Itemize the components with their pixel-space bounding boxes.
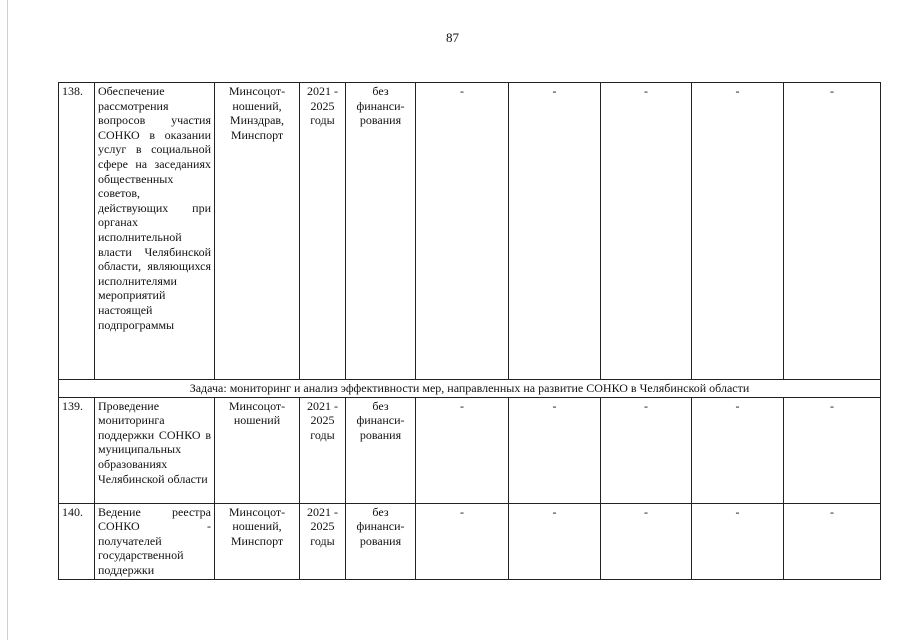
row-number: 140. <box>59 503 95 579</box>
period-cell: 2021 - 2025 годы <box>300 397 346 503</box>
period-cell: 2021 - 2025 годы <box>300 503 346 579</box>
value-cell: - <box>416 503 509 579</box>
value-cell: - <box>692 503 784 579</box>
executors-cell: Минсоцот-ношений, Минспорт <box>215 503 300 579</box>
row-number: 139. <box>59 397 95 503</box>
funding-cell: без финанси-рования <box>346 397 416 503</box>
value-cell: - <box>509 503 601 579</box>
value-cell: - <box>416 83 509 380</box>
value-cell: - <box>601 503 692 579</box>
value-cell: - <box>784 503 881 579</box>
row-number: 138. <box>59 83 95 380</box>
value-cell: - <box>784 397 881 503</box>
page-number: 87 <box>446 30 459 45</box>
page-edge-line <box>7 0 8 640</box>
funding-cell: без финанси-рования <box>346 83 416 380</box>
activity-name: Ведение реестра СОНКО - получателей государственной поддержки <box>95 503 215 579</box>
value-cell: - <box>692 83 784 380</box>
activity-name: Обеспечение рассмотрения вопросов участия СОНКО в оказании услуг в социальной сфере на заседаниях общественных советов, действующих при органах исполнительной власти Челябинской области, являющихся исполнителями мероприятий настоящей подпрограммы <box>95 83 215 380</box>
table-row <box>59 503 881 579</box>
value-cell: - <box>601 83 692 380</box>
value-cell: - <box>601 397 692 503</box>
value-cell: - <box>692 397 784 503</box>
executors-cell: Минсоцот-ношений <box>215 397 300 503</box>
activity-name: Проведение мониторинга поддержки СОНКО в муниципальных образованиях Челябинской области <box>95 397 215 503</box>
value-cell: - <box>416 397 509 503</box>
period-cell: 2021 - 2025 годы <box>300 83 346 380</box>
executors-cell: Минсоцот-ношений, Минздрав, Минспорт <box>215 83 300 380</box>
task-heading: Задача: мониторинг и анализ эффективности мер, направленных на развитие СОНКО в Челябинской области <box>59 380 881 398</box>
table-row <box>59 397 881 503</box>
program-activities-table <box>58 82 881 580</box>
value-cell: - <box>509 83 601 380</box>
funding-cell: без финанси-рования <box>346 503 416 579</box>
task-row <box>59 380 881 398</box>
value-cell: - <box>509 397 601 503</box>
table-row <box>59 83 881 380</box>
value-cell: - <box>784 83 881 380</box>
